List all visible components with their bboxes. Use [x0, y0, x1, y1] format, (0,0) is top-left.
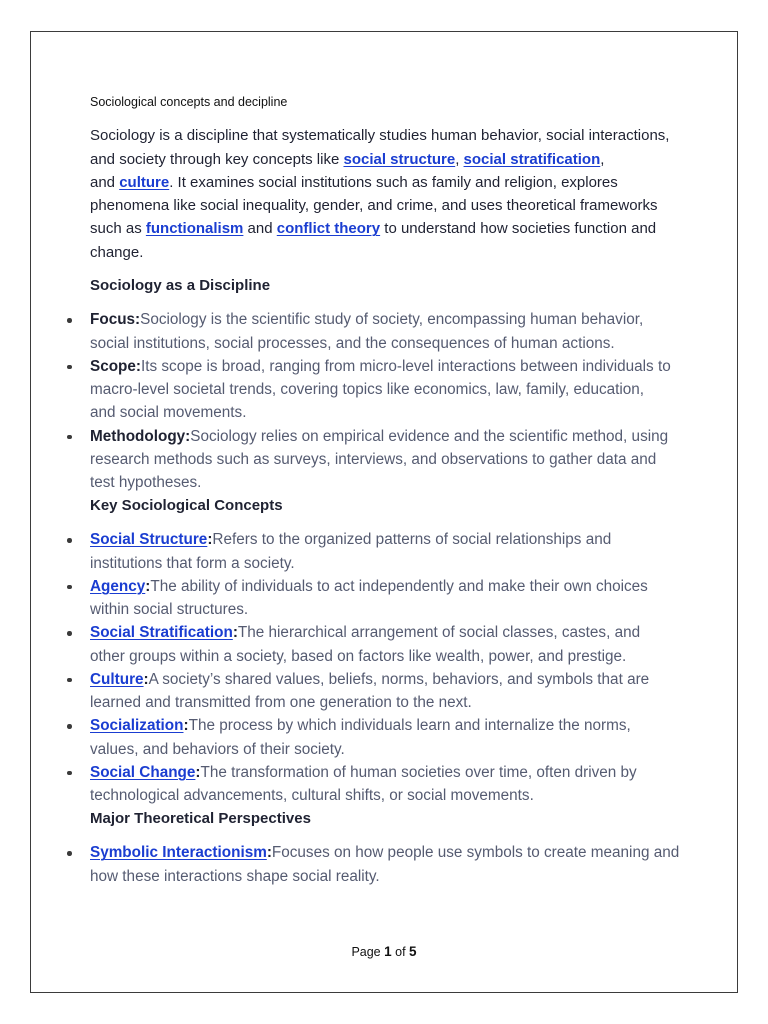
item-description: The hierarchical arrangement of social classes, castes, and other groups within a society, based on factors like wealth, power, and prestige.	[90, 624, 641, 665]
link-social-structure[interactable]: Social Structure	[90, 531, 208, 549]
bullet-list	[90, 308, 720, 494]
page-of-label: of	[395, 945, 406, 959]
item-colon: :	[143, 670, 149, 688]
item-colon: :	[183, 717, 189, 735]
list-item-agency	[90, 575, 720, 622]
item-description: The transformation of human societies over time, often driven by technological advancements, cultural shifts, or social movements.	[90, 763, 637, 805]
link-social-change[interactable]: Social Change	[90, 763, 196, 781]
document-page	[30, 31, 738, 993]
list-item-socialization	[90, 714, 720, 761]
page-label: Page	[351, 945, 381, 959]
bullet-list	[90, 841, 720, 888]
item-description: Sociology relies on empirical evidence and the scientific method, using research methods such as surveys, interviews, and observations to gather data and test hypotheses.	[90, 427, 669, 492]
link-conflict-theory[interactable]: conflict theory	[276, 220, 381, 238]
section-key-sociological-concepts	[90, 494, 720, 807]
item-colon: :	[207, 531, 213, 549]
bullet-marker	[67, 318, 72, 323]
bullet-marker	[67, 631, 72, 636]
list-item-social-change	[90, 761, 720, 808]
list-item-symbolic-interactionism	[90, 841, 720, 888]
list-item-culture	[90, 668, 720, 715]
list-item-focus	[90, 308, 720, 355]
bullet-marker	[67, 538, 72, 543]
bullet-marker	[67, 585, 72, 590]
intro-paragraph	[90, 124, 720, 264]
link-social-structure[interactable]: social structure	[343, 150, 456, 168]
section-heading: Major Theoretical Perspectives	[90, 810, 311, 828]
list-item-social-stratification	[90, 621, 720, 668]
item-colon: :	[195, 763, 201, 781]
section-major-theoretical-perspectives	[90, 807, 720, 888]
intro-text: to understand how societies function and change.	[90, 220, 657, 261]
bullet-marker	[67, 724, 72, 729]
link-socialization[interactable]: Socialization	[90, 717, 184, 735]
item-description: Focuses on how people use symbols to create meaning and how these interactions shape social reality.	[90, 844, 680, 885]
link-culture[interactable]: Culture	[90, 670, 144, 688]
list-item-scope	[90, 355, 720, 425]
intro-text: Sociology is a discipline that systematically studies human behavior, social interactions, and society through key concepts like	[90, 127, 670, 168]
bullet-marker	[67, 851, 72, 856]
item-description: Its scope is broad, ranging from micro-level interactions between individuals to macro-level societal trends, covering topics like economics, law, family, education, and social movements.	[90, 357, 671, 422]
link-social-stratification[interactable]: social stratification	[463, 150, 601, 168]
bullet-list	[90, 528, 720, 807]
section-sociology-as-a-discipline	[90, 274, 720, 494]
section-heading: Sociology as a Discipline	[90, 277, 271, 295]
link-agency[interactable]: Agency	[90, 577, 146, 595]
section-heading: Key Sociological Concepts	[90, 497, 283, 515]
item-description: A society’s shared values, beliefs, norms, behaviors, and symbols that are learned and transmitted from one generation to the next.	[90, 670, 650, 712]
bullet-marker	[67, 435, 72, 440]
link-symbolic-interactionism[interactable]: Symbolic Interactionism	[90, 844, 267, 862]
current-page-number: 1	[384, 944, 392, 959]
intro-text: ,	[455, 150, 464, 168]
total-pages-number: 5	[409, 944, 417, 959]
link-functionalism[interactable]: functionalism	[145, 220, 244, 238]
link-culture[interactable]: culture	[119, 173, 170, 191]
item-description: The process by which individuals learn and internalize the norms, values, and behaviors of their society.	[90, 717, 631, 758]
list-item-social-structure	[90, 528, 720, 575]
bullet-marker	[67, 678, 72, 683]
item-label: Methodology:	[90, 427, 191, 445]
intro-text: , and	[90, 150, 605, 191]
bullet-marker	[67, 365, 72, 370]
list-item-methodology	[90, 425, 720, 495]
item-description: Sociology is the scientific study of society, encompassing human behavior, social institutions, social processes, and the consequences of human actions.	[90, 311, 644, 352]
document-title: Sociological concepts and decipline	[90, 95, 288, 109]
page-footer	[31, 943, 737, 961]
item-colon: :	[266, 844, 272, 862]
document-body	[90, 94, 720, 888]
item-label: Scope:	[90, 357, 141, 375]
intro-text: and	[243, 220, 277, 238]
link-social-stratification[interactable]: Social Stratification	[90, 624, 233, 642]
bullet-marker	[67, 771, 72, 776]
item-description: Refers to the organized patterns of social relationships and institutions that form a society.	[90, 531, 612, 572]
item-description: The ability of individuals to act independently and make their own choices within social structures.	[90, 577, 648, 619]
item-colon: :	[232, 624, 238, 642]
item-label: Focus:	[90, 311, 141, 329]
item-colon: :	[145, 577, 151, 595]
intro-text: . It examines social institutions such as family and religion, explores phenomena like social inequality, gender, and crime, and uses theoretical frameworks such as	[90, 173, 658, 238]
